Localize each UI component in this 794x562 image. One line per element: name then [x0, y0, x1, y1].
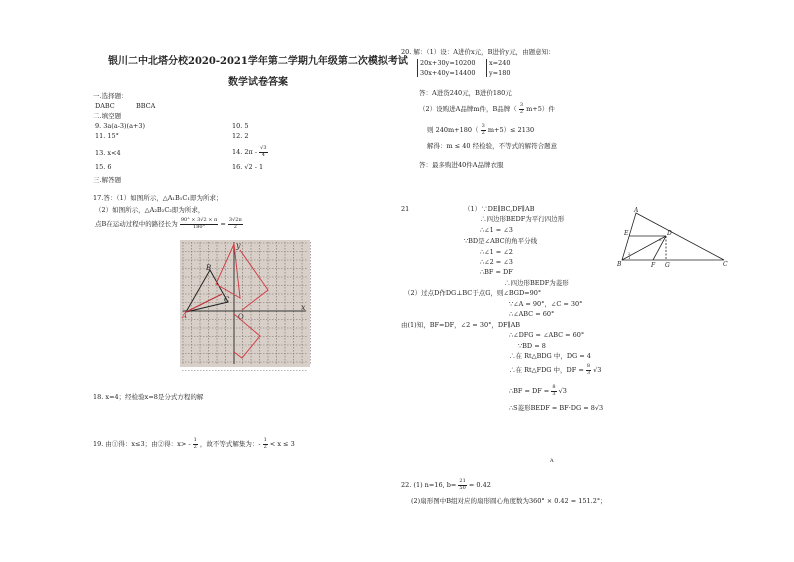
answer-q20-line3: （2）设购进A品牌m件，B品牌（ $\frac{3}{2}$ m+5）件	[419, 102, 555, 115]
q21-line14: ∵BD = 8	[518, 342, 546, 350]
q21-line8: ∴四边形BEDF为菱形	[504, 279, 569, 287]
angle-label-3: 3	[659, 237, 662, 242]
section-solutions: 三.解答题	[93, 176, 122, 184]
q21-line1: （1）∵DE∥BC,DF∥AB	[464, 205, 535, 213]
label-a: A	[634, 207, 639, 214]
q21-line16: ∴在 Rt△FDG 中，DF = $\frac{8}{3}$ √3	[509, 363, 602, 376]
figure-background	[180, 240, 310, 367]
angle-label-2: 2	[628, 251, 631, 256]
answer-q11: 11. 15°	[95, 132, 119, 140]
doc-title-line1: 银川二中北塔分校2020-2021学年第二学期九年级第二次模拟考试	[108, 56, 408, 67]
q21-line7: ∴BF = DF	[480, 268, 513, 276]
equation-2: 30x+40y=14400	[420, 69, 476, 77]
system-brace	[417, 59, 418, 77]
question-21-label: 21	[401, 205, 410, 213]
answer-q20-line6: 答：最多购进40件A品牌衣服	[419, 161, 504, 169]
solution-divider	[486, 59, 487, 77]
q21-line9: （2）过点D作DG⊥BC于点G，则∠BGD=90°	[404, 289, 542, 297]
answer-q9: 9. 3a(a-3)(a+3)	[95, 122, 146, 130]
answer-q10: 10. 5	[232, 122, 249, 130]
stray-mark: A	[550, 458, 554, 464]
q21-line18: ∴S菱形BEDF = BF·DG = 8√3	[509, 404, 604, 412]
q21-line6: ∴∠2 = ∠3	[480, 258, 513, 266]
label-f: F	[651, 262, 656, 269]
q21-line17: ∴BF = DF = $\frac{8}{3}$ √3	[509, 384, 567, 397]
point-c-label: C	[224, 296, 230, 304]
origin-label: O	[238, 313, 244, 321]
label-b: B	[617, 261, 622, 268]
answer-q22-line1: 22. (1) n=16, b= $\frac{21}{50}$ = 0.42	[401, 478, 491, 491]
answer-q18: 18. x=4；经检验x=8是分式方程的解	[93, 393, 204, 401]
answer-q20-line2: 答：A进货240元，B进价180元	[419, 89, 512, 97]
point-a-label: A	[182, 312, 188, 320]
answer-q16: 16. √2 - 1	[232, 163, 264, 171]
angle-label-1: 1	[628, 255, 631, 260]
answer-q12: 12. 2	[232, 132, 249, 140]
q17-grid-figure	[180, 240, 310, 367]
answer-q15: 15. 6	[95, 163, 112, 171]
label-e: E	[624, 230, 629, 237]
label-g: G	[665, 262, 670, 269]
q21-line4: ∵BD是∠ABC的角平分线	[464, 237, 538, 245]
answer-q17-line1: 17.答：（1）如图所示，△A₁B₁C₁即为所求；	[93, 194, 223, 202]
q21-triangle-figure	[617, 207, 730, 269]
label-c: C	[723, 261, 728, 268]
answer-q14: 14. 2π - $\frac{√3}{4}$	[232, 145, 267, 158]
solution-y: y=180	[489, 69, 511, 77]
answer-q13: 13. x<4	[95, 149, 121, 157]
answer-q20-line4: 则 240m+180（ $\frac{3}{2}$ m+5）≤ 2130	[427, 123, 535, 136]
section-choice: 一.选择题：	[93, 92, 128, 100]
label-d: D	[667, 230, 672, 237]
choice-answers-b: BBCA	[136, 102, 156, 110]
point-b-label: B	[206, 264, 212, 272]
solution-x: x=240	[489, 59, 511, 67]
equation-1: 20x+30y=10200	[420, 59, 476, 67]
answer-q20-line5: 解得：m ≤ 40 经检验，不等式的解符合题意	[427, 142, 558, 150]
q21-line10: ∵∠A = 90°，∠C = 30°	[509, 300, 583, 308]
answer-q20-line1: 20. 解：（1）设：A进价x元，B进价y元，由题意知：	[401, 48, 555, 56]
q21-line2: ∴四边形BEDF为平行四边形	[480, 215, 565, 223]
q21-line5: ∴∠1 = ∠2	[480, 248, 513, 256]
q21-line15: ∴在 Rt△BDG 中，DG = 4	[509, 352, 591, 360]
q21-line12: 由(1)知，BF=DF，∠2 = 30°，DF∥AB	[401, 321, 521, 329]
answer-q19: 19. 由①得：x≤3；由②得：x> - $\frac{1}{2}$ ，故不等式解集为：- $\frac{1}{2}$ < x ≤ 3	[93, 437, 295, 450]
q21-line3: ∴∠1 = ∠3	[480, 226, 513, 234]
y-axis-label: y	[236, 241, 241, 250]
answer-q22-line2: (2)扇形图中B组对应的扇形圆心角度数为360° × 0.42 = 151.2°；	[411, 497, 607, 505]
answer-q17-line2: （2）如图所示，△A₂B₂C₂即为所求，	[95, 206, 205, 214]
q21-line11: ∴∠ABC = 60°	[509, 310, 555, 318]
q21-line13: ∴∠DFG = ∠ABC = 60°	[509, 331, 585, 339]
x-axis-label: x	[301, 303, 306, 312]
section-fill: 二.填空题	[93, 112, 122, 120]
doc-title-line2: 数学试卷答案	[228, 77, 288, 88]
triangle-abc	[622, 213, 724, 260]
choice-answers-a: DABC	[95, 102, 115, 110]
answer-q17-line3: 点B在运动过程中的路径长为 $\frac{90^\circ \times 3√2 \times \pi}{180^\circ}$ = $\frac{3√2\pi}{2}$	[95, 217, 242, 230]
